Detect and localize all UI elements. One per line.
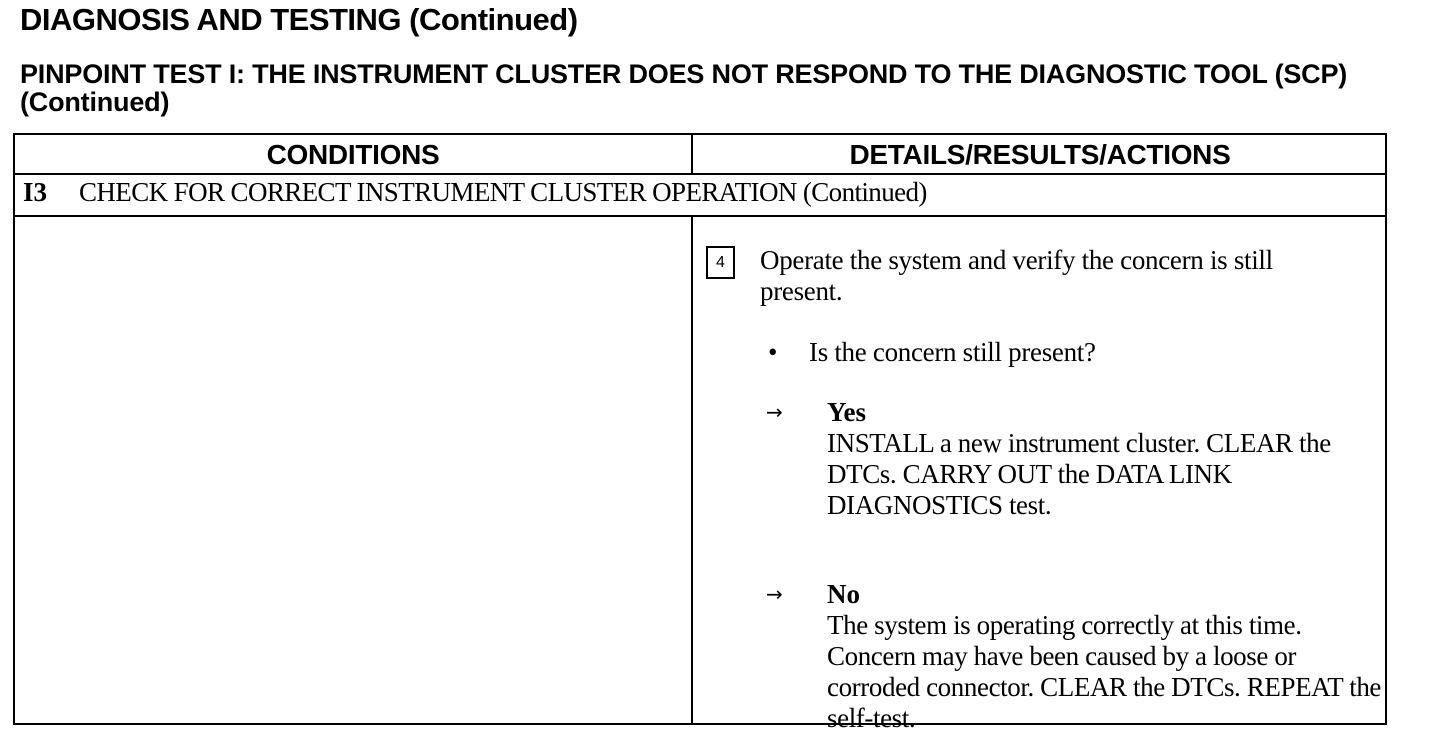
yes-arrow-icon: → bbox=[766, 400, 783, 424]
pinpoint-test-title: PINPOINT TEST I: THE INSTRUMENT CLUSTER DOES NOT RESPOND TO THE DIAGNOSTIC TOOL (SCP) (Continued) bbox=[20, 59, 1348, 117]
body-column-divider bbox=[691, 217, 693, 723]
header-column-divider bbox=[691, 135, 693, 175]
details-header: DETAILS/RESULTS/ACTIONS bbox=[849, 139, 1231, 170]
substep-instruction: Operate the system and verify the concern is still present. bbox=[760, 245, 1273, 306]
substep-number-box: 4 bbox=[706, 246, 735, 279]
table-header-row bbox=[15, 135, 1385, 175]
bullet-icon: • bbox=[768, 337, 778, 367]
step-title: CHECK FOR CORRECT INSTRUMENT CLUSTER OPERATION (Continued) bbox=[79, 177, 927, 207]
step-number: I3 bbox=[23, 177, 48, 207]
step-row bbox=[15, 175, 1385, 217]
diagnostic-table bbox=[13, 133, 1387, 733]
question-text: Is the concern still present? bbox=[809, 337, 1096, 367]
yes-action-text: INSTALL a new instrument cluster. CLEAR the DTCs. CARRY OUT the DATA LINK DIAGNOSTICS test. bbox=[827, 428, 1331, 520]
no-action-text: The system is operating correctly at this time. Concern may have been caused by a loose or corroded connector. CLEAR the DTCs. REPEAT the self-test. bbox=[827, 610, 1382, 733]
conditions-cell bbox=[15, 217, 691, 723]
conditions-header: CONDITIONS bbox=[266, 139, 440, 170]
yes-label: Yes bbox=[827, 397, 866, 427]
no-label: No bbox=[827, 579, 860, 609]
no-arrow-icon: → bbox=[766, 582, 783, 606]
page-title: DIAGNOSIS AND TESTING (Continued) bbox=[20, 2, 578, 37]
